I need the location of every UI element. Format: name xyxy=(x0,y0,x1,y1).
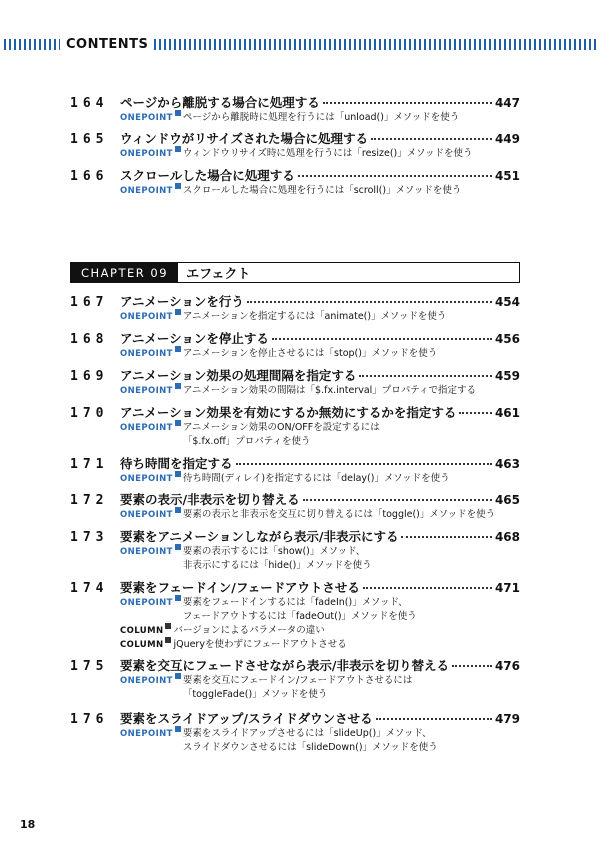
entry-line xyxy=(70,129,520,147)
entry-title: 要素をフェードイン/フェードアウトさせる xyxy=(120,580,360,595)
square-bullet-icon xyxy=(165,637,171,643)
note-text: アニメーション効果のON/OFFを設定するには 「$.fx.off」プロパティを使う xyxy=(182,422,380,447)
entry-line xyxy=(70,366,520,384)
chapter-heading xyxy=(70,262,520,283)
square-bullet-icon xyxy=(175,595,181,601)
square-bullet-icon xyxy=(175,183,181,189)
chapter-title: エフェクト xyxy=(186,267,251,282)
onepoint-note xyxy=(120,147,520,161)
entry-number: 168 xyxy=(70,332,109,347)
onepoint-note xyxy=(120,421,520,449)
toc-entry xyxy=(70,166,520,198)
chapter-label: CHAPTER 09 xyxy=(71,263,178,282)
entry-page: 461 xyxy=(494,406,520,420)
entry-line xyxy=(70,403,520,421)
entry-line xyxy=(70,329,520,347)
entry-line xyxy=(70,166,520,184)
note-text: 要素を交互にフェードイン/フェードアウトさせるには 「toggleFade()」メソッドを使う xyxy=(182,675,413,700)
entry-number: 171 xyxy=(70,457,109,472)
entry-title: ウィンドウがリサイズされた場合に処理する xyxy=(120,131,369,146)
entry-page: 471 xyxy=(494,581,520,595)
square-bullet-icon xyxy=(175,309,181,315)
note-label: ONEPOINT xyxy=(120,547,173,557)
note-label: ONEPOINT xyxy=(120,149,173,159)
entry-number: 167 xyxy=(70,295,109,310)
dot-leader xyxy=(298,175,492,177)
square-bullet-icon xyxy=(175,383,181,389)
square-bullet-icon xyxy=(175,146,181,152)
entry-page: 454 xyxy=(494,295,520,309)
toc-entry xyxy=(70,578,520,652)
column-note xyxy=(120,638,520,652)
entry-title: アニメーションを停止する xyxy=(120,331,269,346)
square-bullet-icon xyxy=(175,110,181,116)
dot-leader xyxy=(363,587,492,589)
entry-title: アニメーション効果の処理間隔を指定する xyxy=(120,368,357,383)
note-text: 要素をスライドアップさせるには「slideUp()」メソッド、 スライドダウンさせるには「slideDown()」メソッドを使う xyxy=(182,728,438,753)
square-bullet-icon xyxy=(175,346,181,352)
note-label: ONEPOINT xyxy=(120,186,173,196)
entry-line xyxy=(70,454,520,472)
entry-line xyxy=(70,490,520,508)
onepoint-note xyxy=(120,545,520,573)
note-label: ONEPOINT xyxy=(120,423,173,433)
entry-number: 166 xyxy=(70,169,109,184)
dot-leader xyxy=(247,301,492,303)
dot-leader xyxy=(376,718,492,720)
contents-header xyxy=(0,36,600,52)
entry-number: 169 xyxy=(70,369,109,384)
entry-number: 172 xyxy=(70,493,109,508)
dot-leader xyxy=(303,499,492,501)
square-bullet-icon xyxy=(165,623,171,629)
entry-page: 447 xyxy=(494,96,520,110)
entry-title: 要素をアニメーションしながら表示/非表示にする xyxy=(120,529,399,544)
toc-entry xyxy=(70,527,520,573)
entry-page: 459 xyxy=(494,369,520,383)
entry-line xyxy=(70,656,520,674)
toc-entry xyxy=(70,454,520,486)
entry-number: 174 xyxy=(70,581,109,596)
entry-title: アニメーションを行う xyxy=(120,294,244,309)
square-bullet-icon xyxy=(175,507,181,513)
entry-title: アニメーション効果を有効にするか無効にするかを指定する xyxy=(120,405,457,420)
note-label: ONEPOINT xyxy=(120,729,173,739)
note-label: ONEPOINT xyxy=(120,474,173,484)
entry-title: スクロールした場合に処理する xyxy=(120,168,295,183)
onepoint-note xyxy=(120,727,520,755)
toc-entry xyxy=(70,656,520,702)
page-number: 18 xyxy=(20,818,36,831)
onepoint-note xyxy=(120,310,520,324)
entry-title: 待ち時間を指定する xyxy=(120,456,233,471)
note-text: ページから離脱時に処理を行うには「unload()」メソッドを使う xyxy=(182,112,460,123)
square-bullet-icon xyxy=(175,726,181,732)
entry-number: 165 xyxy=(70,132,109,147)
note-label: ONEPOINT xyxy=(120,676,173,686)
toc-entry xyxy=(70,366,520,398)
dot-leader xyxy=(371,138,492,140)
onepoint-note xyxy=(120,596,520,624)
note-text: アニメーションを指定するには「animate()」メソッドを使う xyxy=(182,311,447,322)
entry-number: 175 xyxy=(70,659,109,674)
entry-title: 要素の表示/非表示を切り替える xyxy=(120,492,300,507)
toc-entry xyxy=(70,490,520,522)
note-label: ONEPOINT xyxy=(120,386,173,396)
entry-number: 173 xyxy=(70,530,109,545)
column-note xyxy=(120,624,520,638)
note-text: jQueryを使わずにフェードアウトさせる xyxy=(173,639,347,650)
onepoint-note xyxy=(120,472,520,486)
onepoint-note xyxy=(120,384,520,398)
onepoint-note xyxy=(120,347,520,361)
dot-leader xyxy=(452,665,492,667)
onepoint-note xyxy=(120,111,520,125)
note-text: バージョンによるパラメータの違い xyxy=(173,625,325,636)
onepoint-note xyxy=(120,184,520,198)
onepoint-note xyxy=(120,674,520,702)
entry-line xyxy=(70,527,520,545)
dot-leader xyxy=(272,338,492,340)
entry-page: 468 xyxy=(494,530,520,544)
note-text: アニメーション効果の間隔は「$.fx.interval」プロパティで指定する xyxy=(182,385,477,396)
square-bullet-icon xyxy=(175,673,181,679)
note-text: 要素の表示と非表示を交互に切り替えるには「toggle()」メソッドを使う xyxy=(182,509,496,520)
note-text: アニメーションを停止させるには「stop()」メソッドを使う xyxy=(182,348,438,359)
toc-entry xyxy=(70,709,520,755)
toc-entry xyxy=(70,403,520,449)
toc-entry xyxy=(70,292,520,324)
dot-leader xyxy=(236,463,492,465)
note-label: ONEPOINT xyxy=(120,349,173,359)
dot-leader xyxy=(401,536,491,538)
entry-number: 164 xyxy=(70,96,109,111)
note-label: ONEPOINT xyxy=(120,510,173,520)
note-label: ONEPOINT xyxy=(120,598,173,608)
entry-number: 176 xyxy=(70,712,109,727)
note-label: ONEPOINT xyxy=(120,113,173,123)
entry-number: 170 xyxy=(70,406,109,421)
entry-page: 465 xyxy=(494,493,520,507)
entry-page: 476 xyxy=(494,659,520,673)
entry-title: ページから離脱する場合に処理する xyxy=(120,95,320,110)
dot-leader xyxy=(359,375,492,377)
note-label: ONEPOINT xyxy=(120,312,173,322)
header-stripe-right xyxy=(154,39,596,50)
entry-line xyxy=(70,578,520,596)
note-text: 要素の表示するには「show()」メソッド、 非表示にするには「hide()」メソッドを使う xyxy=(182,546,372,571)
toc-entry xyxy=(70,129,520,161)
square-bullet-icon xyxy=(175,544,181,550)
header-title: CONTENTS xyxy=(66,36,149,52)
toc-entry xyxy=(70,329,520,361)
entry-page: 479 xyxy=(494,712,520,726)
entry-title: 要素をスライドアップ/スライドダウンさせる xyxy=(120,711,373,726)
note-text: 待ち時間(ディレイ)を指定するには「delay()」メソッドを使う xyxy=(182,473,450,484)
toc-entry xyxy=(70,93,520,125)
square-bullet-icon xyxy=(175,471,181,477)
note-label: COLUMN xyxy=(120,626,164,636)
entry-line xyxy=(70,93,520,111)
entry-line xyxy=(70,709,520,727)
square-bullet-icon xyxy=(175,420,181,426)
note-text: 要素をフェードインするには「fadeIn()」メソッド、 フェードアウトするには「fadeOut()」メソッドを使う xyxy=(182,597,417,622)
entry-page: 463 xyxy=(494,457,520,471)
note-text: ウィンドウリサイズ時に処理を行うには「resize()」メソッドを使う xyxy=(182,148,473,159)
entry-page: 451 xyxy=(494,169,520,183)
entry-line xyxy=(70,292,520,310)
entry-page: 456 xyxy=(494,332,520,346)
dot-leader xyxy=(459,412,492,414)
dot-leader xyxy=(323,102,492,104)
header-stripe-left xyxy=(4,39,60,50)
entry-title: 要素を交互にフェードさせながら表示/非表示を切り替える xyxy=(120,658,449,673)
note-text: スクロールした場合に処理を行うには「scroll()」メソッドを使う xyxy=(182,185,462,196)
note-label: COLUMN xyxy=(120,640,164,650)
onepoint-note xyxy=(120,508,520,522)
entry-page: 449 xyxy=(494,132,520,146)
